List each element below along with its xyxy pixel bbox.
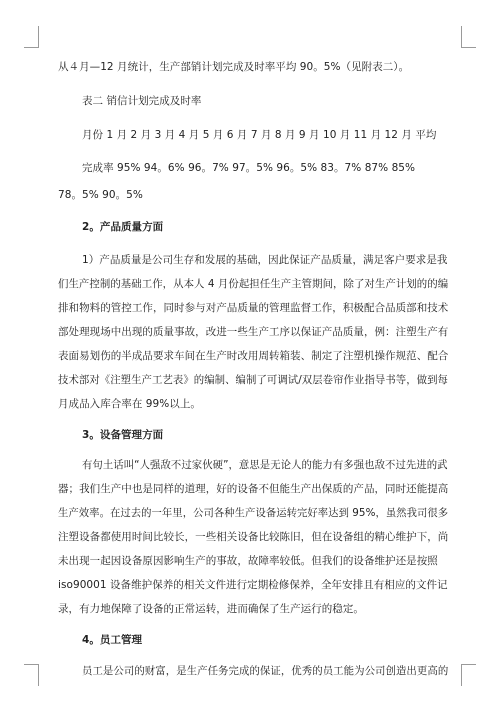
crop-mark-bottom-right-horizontal [461,664,476,665]
text-line: 们生产控制的基础工作，从本人 4 月份起担任生产主管期间，除了对生产计划的的编 [58,278,449,290]
text-line: 从４月—12 月统计，生产部销计划完成及时率平均 90。5%（见附表二）。 [58,61,410,73]
crop-mark-bottom-right-vertical [461,664,462,686]
section-heading-staff: 4。员工管理 [82,634,143,646]
crop-mark-top-left-vertical [38,26,39,48]
crop-mark-top-left-horizontal [24,47,39,48]
text-line: 部处理现场中出现的质量事故，改进一些生产工序以保证产品质量，例：注塑生产有 [58,326,449,338]
section-heading-quality: 2。产品质量方面 [82,221,164,233]
text-line: 未出现一起因设备原因影响生产的事故，故障率较低。但我们的设备维护还是按照 [58,555,438,567]
text-line: 生产效率。在过去的一年里，公司各种生产设备运转完好率达到 95%，虽然我司很多 [58,507,449,519]
text-line: 月成品入库合率在 99%以上。 [58,398,201,410]
crop-mark-top-right-horizontal [461,47,476,48]
text-line: 技术部对《注塑生产工艺表》的编制、编制了可调试/双层卷帘作业指导书等，做到每 [58,374,448,386]
table-value-row: 完成率 95% 94。6% 96。7% 97。5% 96。5% 83。7% 87% 85% [82,162,416,174]
text-line: 1）产品质量是公司生存和发展的基础，因此保证产品质量，满足客户要求是我 [82,254,448,266]
text-line: 注塑设备都使用时间比较长，一些相关设备比较陈旧，但在设备组的精心维护下，尚 [58,531,449,543]
text-line: 员工是公司的财富，是生产任务完成的保证，优秀的员工能为公司创造出更高的 [82,665,449,677]
section-heading-equipment: 3。设备管理方面 [82,429,164,441]
text-line: 录，有力地保障了设备的正常运转，进而确保了生产运行的稳定。 [58,603,364,615]
table-value-row-continued: 78。5% 90。5% [58,189,143,201]
table-caption: 表二 销信计划完成及时率 [82,95,202,107]
crop-mark-top-right-vertical [461,26,462,48]
text-line: 排和物料的管控工作，同时参与对产品质量的管理监督工作，积极配合品质部和技术 [58,302,449,314]
text-line: 表面易划伤的半成品要求车间在生产时改用周转箱装、制定了注塑机操作规范、配合 [58,350,449,362]
text-line: 器；我们生产中也是同样的道理，好的设备不但能生产出保质的产品，同时还能提高 [58,483,449,495]
crop-mark-bottom-left-horizontal [24,664,39,665]
table-header-row: 月份 1 月 2 月 3 月 4 月 5 月 6 月 7 月 8 月 9 月 10 月 11 月 12 月 平均 [82,129,437,141]
text-line: 有句土话叫“人强敌不过家伙硬”，意思是无论人的能力有多强也敌不过先进的武 [82,459,448,471]
text-line: iso90001 设备维护保养的相关文件进行定期检修保养，全年安排且有相应的文件记 [58,579,448,591]
crop-mark-bottom-left-vertical [38,664,39,686]
